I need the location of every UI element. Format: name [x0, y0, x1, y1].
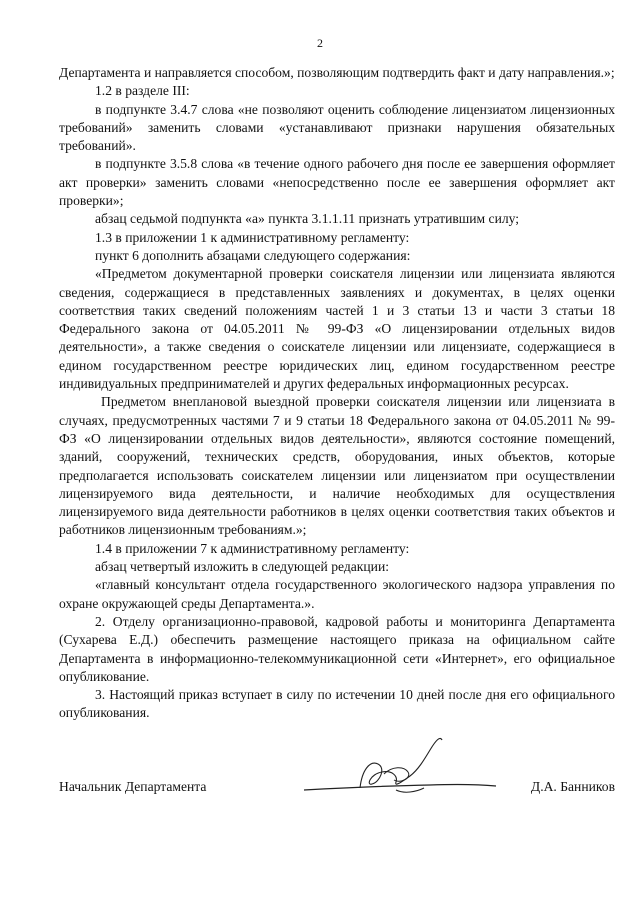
- paragraph: в подпункте 3.5.8 слова «в течение одного рабочего дня после ее завершения оформляет акт проверки» заменить словами «непосредственно после ее завершения оформляет акт проверки»;: [59, 156, 615, 209]
- document-body: [59, 64, 615, 723]
- paragraph: Департамента и направляется способом, позволяющим подтвердить факт и дату направления.»;: [59, 65, 615, 80]
- paragraph: 1.4 в приложении 7 к административному регламенту:: [95, 540, 410, 556]
- paragraph: абзац четвертый изложить в следующей редакции:: [95, 559, 390, 575]
- page-number: 2: [317, 36, 323, 50]
- signatory-name: Д.А. Банников: [530, 779, 615, 794]
- paragraph: 3. Настоящий приказ вступает в силу по истечении 10 дней после дня его официального опубликования.: [59, 687, 615, 721]
- paragraph: «главный консультант отдела государственного экологического надзора управления по охране окружающей среды Департамента.».: [59, 577, 615, 611]
- paragraph: 1.2 в разделе III:: [95, 83, 190, 99]
- paragraph: абзац седьмой подпункта «а» пункта 3.1.1.11 признать утратившим силу;: [95, 211, 520, 227]
- paragraph: «Предметом документарной проверки соискателя лицензии или лицензиата являются сведения, содержащиеся в представленных заявлениях и документах, в целях оценки соответствия таких сведений положениям частей 1 и 3 статьи 13 и части 3 статьи 18 Федерального закона от 04.05.2011 № 99-ФЗ «О лицензировании отдельных видов деятельности», а также сведения о соискателе лицензии или лицензиате, содержащиеся в едином государственном реестре юридических лиц, едином государственном реестре индивидуальных предпринимателей и других федеральных информационных ресурсах.: [59, 266, 615, 392]
- paragraph: Предметом внеплановой выездной проверки соискателя лицензии или лицензиата в случаях, предусмотренных частями 7 и 9 статьи 18 Федерального закона от 04.05.2011 № 99-ФЗ «О лицензировании отдельных видов деятельности», являются состояние помещений, зданий, сооружений, технических средств, оборудования, иных объектов, которые предполагается использовать соискателем лицензии или лицензиатом при осуществлении лицензируемого вида деятельности, и наличие необходимых для осуществления лицензируемого вида деятельности работников в целях оценки соответствия таких объектов и работников лицензионным требованиям.»;: [59, 394, 615, 538]
- paragraph: пункт 6 дополнить абзацами следующего содержания:: [95, 247, 411, 263]
- signatory-title: Начальник Департамента: [59, 779, 207, 794]
- paragraph: 1.3 в приложении 1 к административному регламенту:: [95, 229, 410, 245]
- signature-block: [59, 779, 615, 799]
- paragraph: 2. Отделу организационно-правовой, кадровой работы и мониторинга Департамента (Сухарева Е.Д.) обеспечить размещение настоящего приказа на официальном сайте Департамента в информационно-телекоммуникационной сети «Интернет», его официальное опубликование.: [59, 613, 615, 684]
- paragraph: в подпункте 3.4.7 слова «не позволяют оценить соблюдение лицензиатом лицензионных требований» заменить словами «устанавливают признаки нарушения обязательных требований».: [59, 101, 615, 154]
